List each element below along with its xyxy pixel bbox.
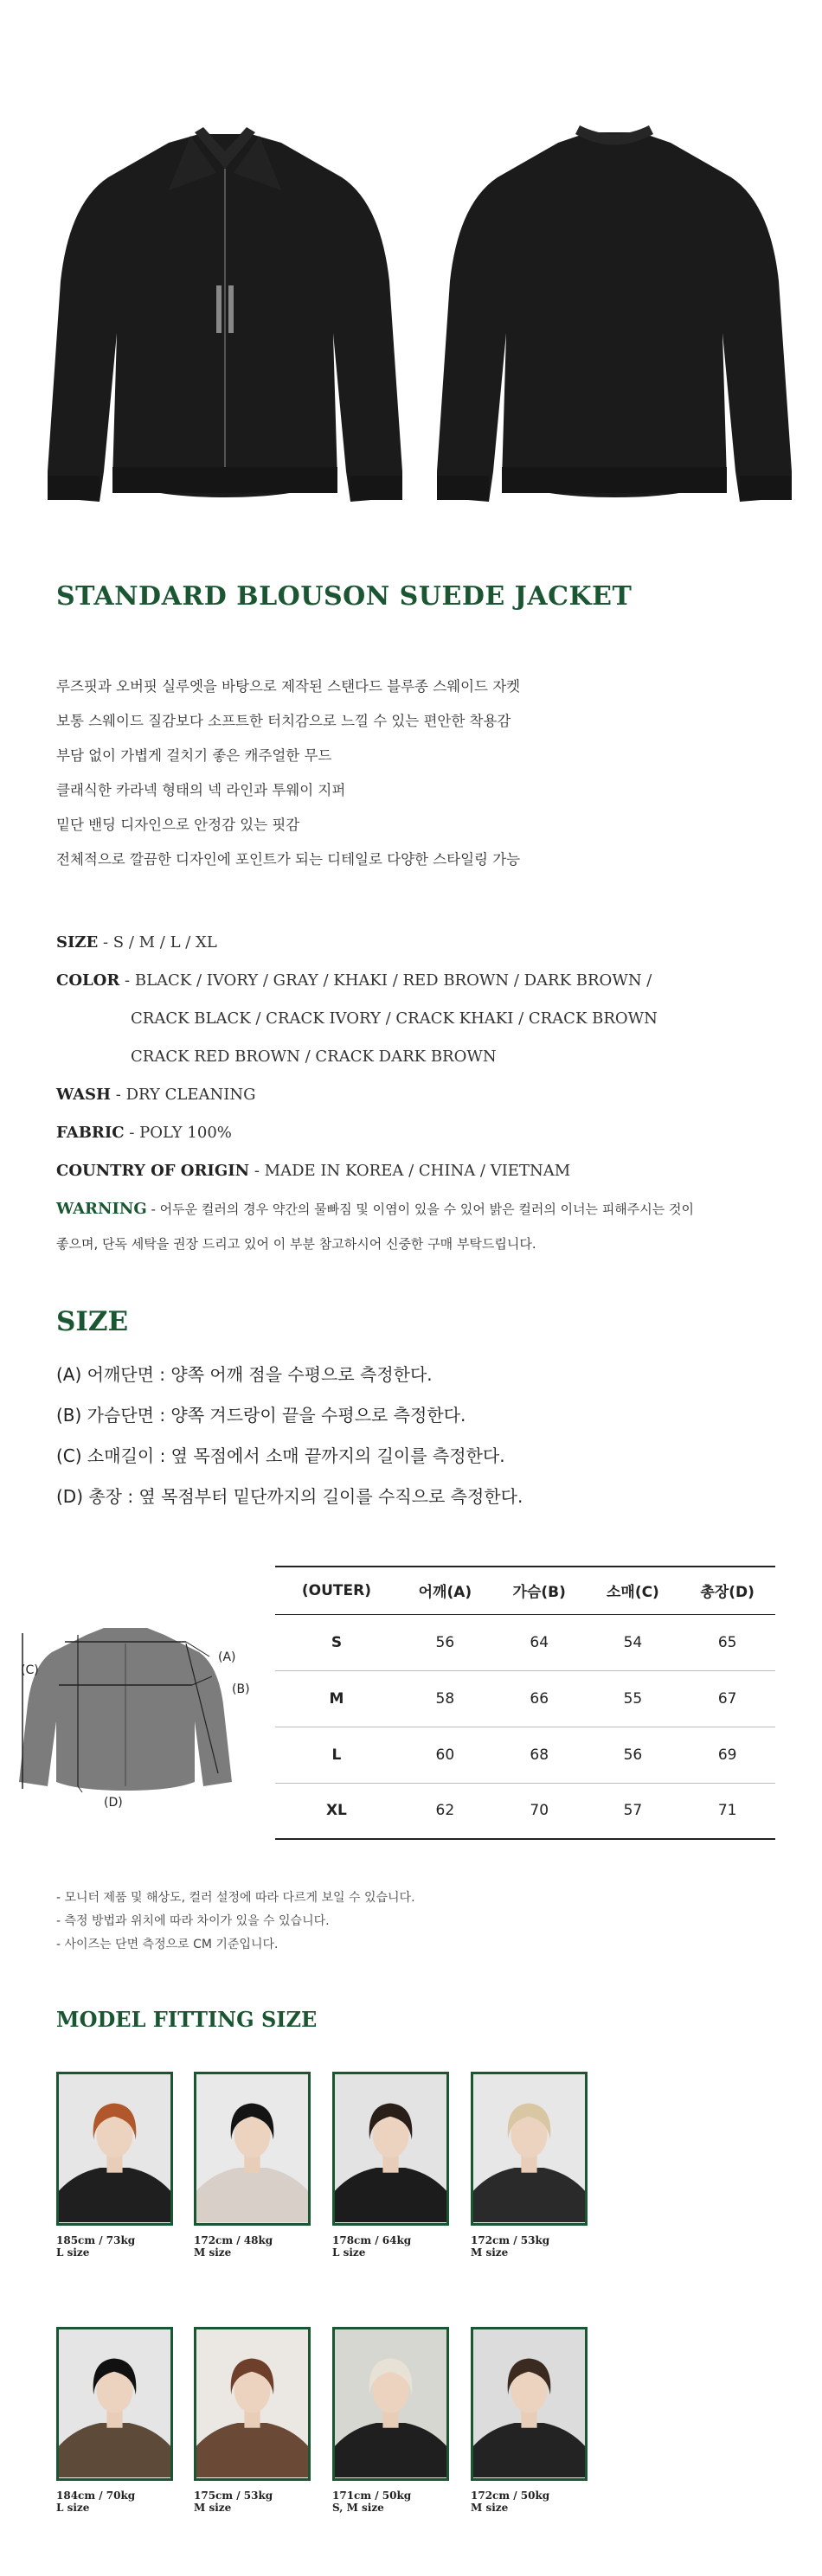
size-notes xyxy=(56,1887,415,1957)
spec-origin-label: COUNTRY OF ORIGIN xyxy=(56,1162,250,1180)
spec-fabric-label: FABRIC xyxy=(56,1124,125,1142)
table-cell: 56 xyxy=(398,1614,492,1670)
diagram-label-b: (B) xyxy=(232,1682,250,1696)
description-line: 밑단 밴딩 디자인으로 안정감 있는 핏감 xyxy=(56,817,300,833)
table-cell: 57 xyxy=(587,1783,680,1839)
table-row xyxy=(275,1670,775,1727)
table-cell: 58 xyxy=(398,1670,492,1727)
model-photo xyxy=(56,2072,173,2226)
model-fitting-title: MODEL FITTING SIZE xyxy=(56,2007,318,2032)
measure-line: (D) 총장 : 옆 목점부터 밑단까지의 길이를 수직으로 측정한다. xyxy=(56,1486,523,1507)
table-cell: 71 xyxy=(679,1783,775,1839)
header-cell: (OUTER) xyxy=(275,1567,398,1614)
model-stats: 185cm / 73kg xyxy=(56,2234,136,2246)
model-stats: 171cm / 50kg xyxy=(332,2489,412,2502)
model-size: L size xyxy=(56,2502,90,2514)
model-size: S, M size xyxy=(332,2502,384,2514)
table-cell: M xyxy=(275,1670,398,1727)
model-caption xyxy=(471,2489,588,2514)
header-cell: 어깨(A) xyxy=(398,1567,492,1614)
product-specs xyxy=(56,924,774,1261)
description-line: 부담 없이 가볍게 걸치기 좋은 캐주얼한 무드 xyxy=(56,747,332,764)
spec-color-line3: CRACK RED BROWN / CRACK DARK BROWN xyxy=(131,1048,497,1066)
spec-warning-label: WARNING xyxy=(56,1200,147,1218)
size-section-title: SIZE xyxy=(56,1306,129,1337)
spec-color-line2: CRACK BLACK / CRACK IVORY / CRACK KHAKI / CRACK BROWN xyxy=(131,1009,658,1028)
diagram-label-c: (C) xyxy=(21,1663,39,1677)
model-caption xyxy=(471,2234,588,2259)
table-cell: S xyxy=(275,1614,398,1670)
measure-line: (B) 가슴단면 : 양쪽 겨드랑이 끝을 수평으로 측정한다. xyxy=(56,1405,466,1426)
note-line: - 측정 방법과 위치에 따라 차이가 있을 수 있습니다. xyxy=(56,1914,330,1928)
spec-color-value: - BLACK / IVORY / GRAY / KHAKI / RED BROWN / DARK BROWN / xyxy=(119,971,652,990)
table-cell: 67 xyxy=(679,1670,775,1727)
table-cell: 55 xyxy=(587,1670,680,1727)
header-cell: 가슴(B) xyxy=(492,1567,587,1614)
table-cell: 70 xyxy=(492,1783,587,1839)
model-photo xyxy=(194,2327,311,2481)
table-cell: 65 xyxy=(679,1614,775,1670)
product-title: STANDARD BLOUSON SUEDE JACKET xyxy=(56,581,633,612)
model-stats: 172cm / 50kg xyxy=(471,2489,550,2502)
table-cell: L xyxy=(275,1727,398,1783)
model-caption xyxy=(194,2489,311,2514)
size-diagram xyxy=(17,1609,260,1799)
model-size: M size xyxy=(194,2246,232,2259)
table-cell: 66 xyxy=(492,1670,587,1727)
model-card xyxy=(56,2072,173,2259)
product-hero xyxy=(0,26,822,510)
jacket-front-image xyxy=(39,108,411,515)
spec-warning-line1: - 어두운 컬러의 경우 약간의 물빠짐 및 이염이 있을 수 있어 밝은 컬러의 이너는 피해주시는 것이 xyxy=(146,1201,695,1217)
model-card xyxy=(471,2072,588,2259)
model-card xyxy=(332,2327,449,2514)
spec-warning xyxy=(56,1192,774,1261)
spec-color-label: COLOR xyxy=(56,971,120,990)
table-row xyxy=(275,1614,775,1670)
model-stats: 172cm / 53kg xyxy=(471,2234,550,2246)
table-cell: XL xyxy=(275,1783,398,1839)
measure-line: (A) 어깨단면 : 양쪽 어깨 점을 수평으로 측정한다. xyxy=(56,1364,433,1385)
model-caption xyxy=(194,2234,311,2259)
model-card xyxy=(56,2327,173,2514)
description-line: 루즈핏과 오버핏 실루엣을 바탕으로 제작된 스탠다드 블루종 스웨이드 자켓 xyxy=(56,678,521,695)
diagram-label-d: (D) xyxy=(104,1796,123,1810)
model-stats: 172cm / 48kg xyxy=(194,2234,273,2246)
spec-wash-label: WASH xyxy=(56,1086,112,1104)
model-stats: 184cm / 70kg xyxy=(56,2489,136,2502)
table-row xyxy=(275,1727,775,1783)
model-size: M size xyxy=(194,2502,232,2514)
table-cell: 60 xyxy=(398,1727,492,1783)
table-cell: 54 xyxy=(587,1614,680,1670)
spec-size-label: SIZE xyxy=(56,933,99,952)
note-line: - 사이즈는 단면 측정으로 CM 기준입니다. xyxy=(56,1938,279,1951)
model-card xyxy=(332,2072,449,2259)
model-card xyxy=(194,2327,311,2514)
spec-fabric-value: - POLY 100% xyxy=(124,1124,232,1142)
spec-origin-value: - MADE IN KOREA / CHINA / VIETNAM xyxy=(249,1162,571,1180)
spec-wash-value: - DRY CLEANING xyxy=(111,1086,256,1104)
model-caption xyxy=(332,2234,449,2259)
measurement-guide xyxy=(56,1355,523,1517)
model-size: M size xyxy=(471,2246,509,2259)
size-table-header xyxy=(275,1567,775,1614)
jacket-back-image xyxy=(428,108,800,515)
model-stats: 178cm / 64kg xyxy=(332,2234,412,2246)
model-photo xyxy=(56,2327,173,2481)
spec-fabric xyxy=(56,1114,774,1152)
spec-color xyxy=(56,962,774,1000)
spec-wash xyxy=(56,1076,774,1114)
diagram-label-a: (A) xyxy=(218,1650,236,1664)
model-card xyxy=(194,2072,311,2259)
spec-size-value: - S / M / L / XL xyxy=(98,933,217,952)
model-card xyxy=(471,2327,588,2514)
product-description xyxy=(56,670,520,877)
description-line: 클래식한 카라넥 형태의 넥 라인과 투웨이 지퍼 xyxy=(56,782,346,798)
spec-warning-line2: 좋으며, 단독 세탁을 권장 드리고 있어 이 부분 참고하시어 신중한 구매 부탁드립니다. xyxy=(56,1236,536,1252)
model-photo xyxy=(332,2327,449,2481)
model-size: L size xyxy=(56,2246,90,2259)
note-line: - 모니터 제품 및 해상도, 컬러 설정에 따라 다르게 보일 수 있습니다. xyxy=(56,1891,415,1905)
model-photo xyxy=(471,2327,588,2481)
header-cell: 총장(D) xyxy=(679,1567,775,1614)
model-stats: 175cm / 53kg xyxy=(194,2489,273,2502)
header-cell: 소매(C) xyxy=(587,1567,680,1614)
table-cell: 64 xyxy=(492,1614,587,1670)
table-cell: 62 xyxy=(398,1783,492,1839)
model-caption xyxy=(332,2489,449,2514)
model-photo xyxy=(194,2072,311,2226)
table-row xyxy=(275,1783,775,1839)
table-cell: 56 xyxy=(587,1727,680,1783)
measure-line: (C) 소매길이 : 옆 목점에서 소매 끝까지의 길이를 측정한다. xyxy=(56,1445,505,1466)
table-cell: 68 xyxy=(492,1727,587,1783)
size-table xyxy=(275,1566,775,1840)
description-line: 전체적으로 깔끔한 디자인에 포인트가 되는 디테일로 다양한 스타일링 가능 xyxy=(56,851,521,868)
spec-origin xyxy=(56,1152,774,1190)
table-cell: 69 xyxy=(679,1727,775,1783)
model-photo xyxy=(332,2072,449,2226)
model-caption xyxy=(56,2234,173,2259)
model-size: L size xyxy=(332,2246,366,2259)
description-line: 보통 스웨이드 질감보다 소프트한 터치감으로 느낄 수 있는 편안한 착용감 xyxy=(56,713,511,729)
model-caption xyxy=(56,2489,173,2514)
model-size: M size xyxy=(471,2502,509,2514)
model-photo xyxy=(471,2072,588,2226)
spec-size xyxy=(56,924,774,962)
